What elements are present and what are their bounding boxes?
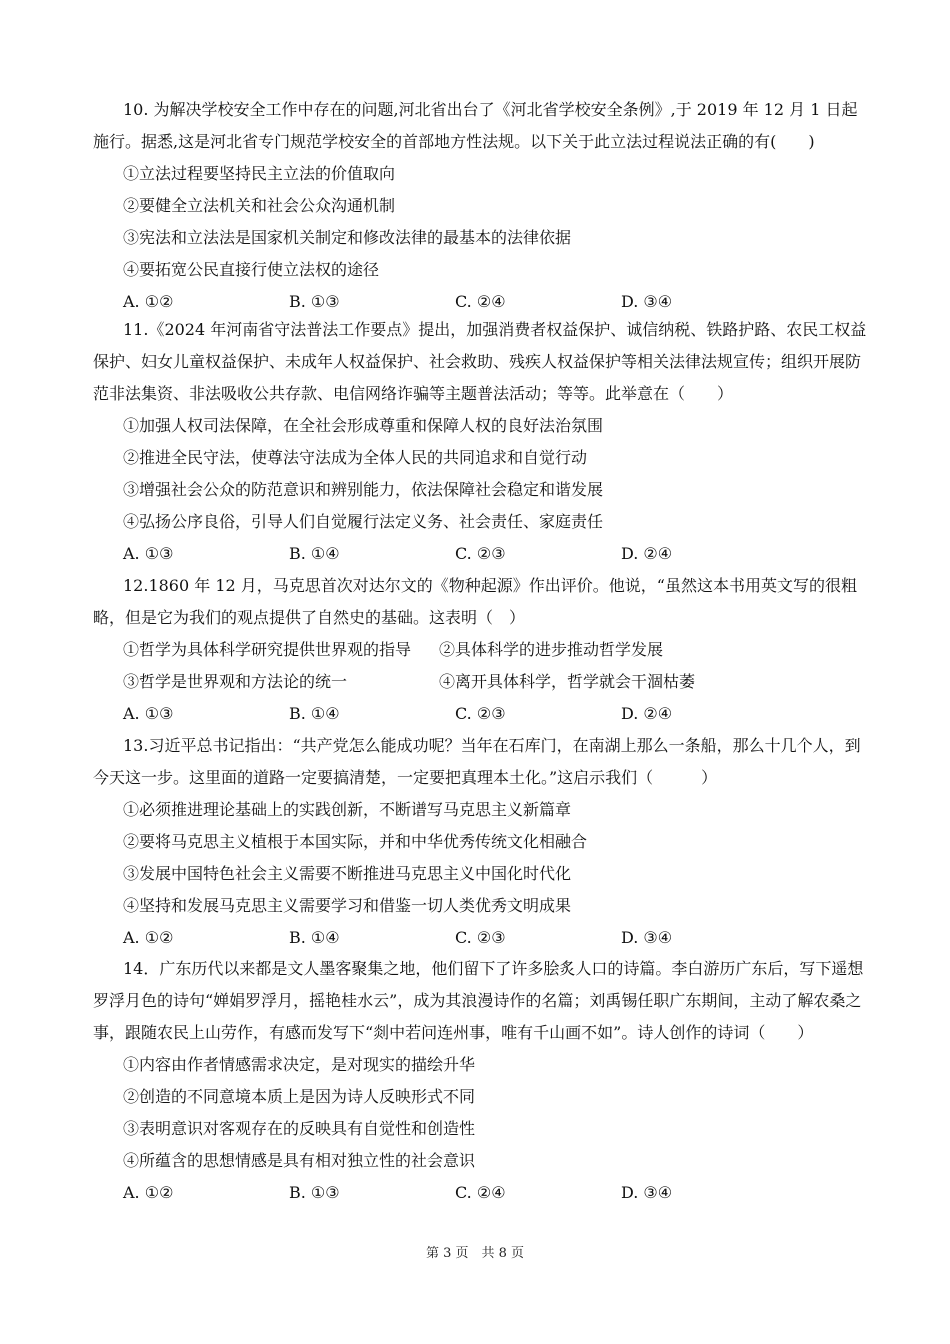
choice-a: A. ①③ xyxy=(123,704,174,723)
choice-c: C. ②③ xyxy=(455,704,506,723)
choice-c: C. ②③ xyxy=(455,928,506,947)
option: ②要将马克思主义植根于本国实际，并和中华优秀传统文化相融合 xyxy=(123,832,588,851)
option: ②要健全立法机关和社会公众沟通机制 xyxy=(123,196,396,215)
option: ①内容由作者情感需求决定，是对现实的描绘升华 xyxy=(123,1055,476,1074)
option: ①必须推进理论基础上的实践创新，不断谱写马克思主义新篇章 xyxy=(123,800,572,819)
choice-a: A. ①② xyxy=(123,1183,174,1202)
option: ④所蕴含的思想情感是具有相对独立性的社会意识 xyxy=(123,1151,476,1170)
answer-choices xyxy=(93,922,868,954)
question-stem: 13.习近平总书记指出：“共产党怎么能成功呢？当年在石库门，在南湖上那么一条船，那么十几个人，到今天这一步。这里面的道路一定要搞清楚，一定要把真理本土化。”这启示我们（ ） xyxy=(93,736,861,787)
option: ①立法过程要坚持民主立法的价值取向 xyxy=(123,164,396,183)
choice-c: C. ②④ xyxy=(455,292,506,311)
choice-d: D. ③④ xyxy=(621,292,673,311)
option: ③表明意识对客观存在的反映具有自觉性和创造性 xyxy=(123,1119,476,1138)
choice-b: B. ①④ xyxy=(289,928,340,947)
option: ③宪法和立法法是国家机关制定和修改法律的最基本的法律依据 xyxy=(123,228,572,247)
question-stem: 14．广东历代以来都是文人墨客聚集之地，他们留下了许多脍炙人口的诗篇。李白游历广东后，写下遥想罗浮月色的诗句“婵娟罗浮月，摇艳桂水云”，成为其浪漫诗作的名篇；刘禹锡任职广东期间，主动了解农桑之事，跟随农民上山劳作，有感而发写下“剡中若问连州事，唯有千山画不如”。诗人创作的诗词（ ） xyxy=(93,959,864,1042)
option: ③增强社会公众的防范意识和辨别能力，依法保障社会稳定和谐发展 xyxy=(123,480,604,499)
choice-a: A. ①③ xyxy=(123,544,174,563)
question-14 xyxy=(93,953,868,1209)
page-footer: 第 3 页 共 8 页 xyxy=(425,1246,525,1261)
option-pair xyxy=(93,634,868,666)
choice-b: B. ①③ xyxy=(289,1183,340,1202)
option: ②创造的不同意境本质上是因为诗人反映形式不同 xyxy=(123,1087,476,1106)
question-stem: 12.1860 年 12 月，马克思首次对达尔文的《物种起源》作出评价。他说，“虽然这本书用英文写的很粗略，但是它为我们的观点提供了自然史的基础。这表明（ ） xyxy=(93,576,857,627)
choice-b: B. ①④ xyxy=(289,544,340,563)
option: ③哲学是世界观和方法论的统一 xyxy=(123,672,348,691)
option: ④要拓宽公民直接行使立法权的途径 xyxy=(123,260,380,279)
option: ④弘扬公序良俗，引导人们自觉履行法定义务、社会责任、家庭责任 xyxy=(123,512,604,531)
option: ②具体科学的进步推动哲学发展 xyxy=(439,640,664,659)
option: ①哲学为具体科学研究提供世界观的指导 xyxy=(123,640,412,659)
option: ①加强人权司法保障，在全社会形成尊重和保障人权的良好法治氛围 xyxy=(123,416,604,435)
question-13 xyxy=(93,730,868,954)
choice-d: D. ②④ xyxy=(621,544,673,563)
question-12 xyxy=(93,570,868,730)
question-stem: 11.《2024 年河南省守法普法工作要点》提出，加强消费者权益保护、诚信纳税、铁路护路、农民工权益保护、妇女儿童权益保护、未成年人权益保护、社会救助、残疾人权益保护等相关法律法规宣传；组织开展防范非法集资、非法吸收公共存款、电信网络诈骗等主题普法活动；等等。此举意在（ ） xyxy=(93,320,867,403)
answer-choices xyxy=(93,698,868,730)
question-11 xyxy=(93,314,868,570)
option: ③发展中国特色社会主义需要不断推进马克思主义中国化时代化 xyxy=(123,864,572,883)
choice-a: A. ①② xyxy=(123,928,174,947)
option: ④坚持和发展马克思主义需要学习和借鉴一切人类优秀文明成果 xyxy=(123,896,572,915)
option: ②推进全民守法，使尊法守法成为全体人民的共同追求和自觉行动 xyxy=(123,448,588,467)
answer-choices xyxy=(93,1177,868,1209)
choice-b: B. ①④ xyxy=(289,704,340,723)
choice-d: D. ②④ xyxy=(621,704,673,723)
question-10 xyxy=(93,94,868,318)
option-pair xyxy=(93,666,868,698)
choice-b: B. ①③ xyxy=(289,292,340,311)
choice-c: C. ②④ xyxy=(455,1183,506,1202)
option: ④离开具体科学，哲学就会干涸枯萎 xyxy=(439,672,696,691)
choice-c: C. ②③ xyxy=(455,544,506,563)
answer-choices xyxy=(93,538,868,570)
question-stem: 10. 为解决学校安全工作中存在的问题,河北省出台了《河北省学校安全条例》,于 2019 年 12 月 1 日起施行。据悉,这是河北省专门规范学校安全的首部地方性法规。以下关于此立法过程说法正确的有( ) xyxy=(93,100,858,151)
choice-d: D. ③④ xyxy=(621,928,673,947)
choice-a: A. ①② xyxy=(123,292,174,311)
choice-d: D. ③④ xyxy=(621,1183,673,1202)
